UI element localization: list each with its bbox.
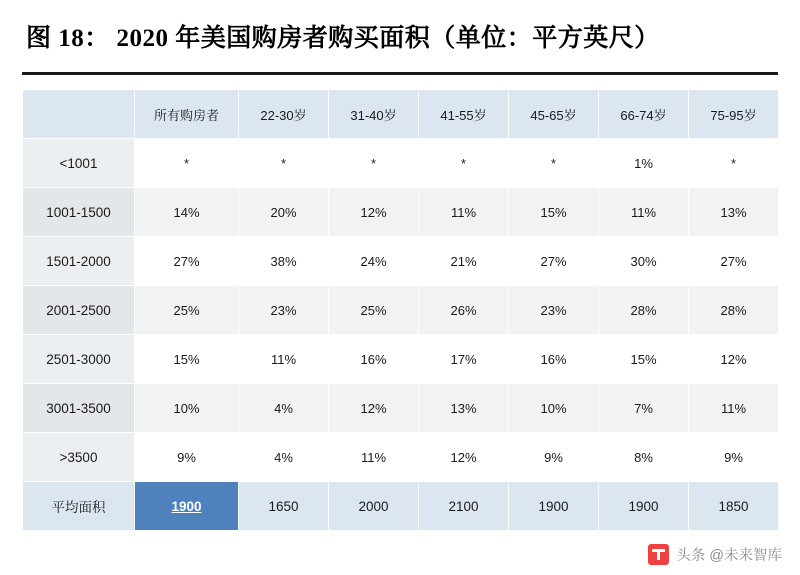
cell-value: 4%	[239, 384, 329, 433]
table-row	[23, 433, 779, 482]
table-row	[23, 237, 779, 286]
table-header-row	[23, 90, 779, 139]
cell-value: 23%	[509, 286, 599, 335]
figure-title-block	[0, 0, 800, 64]
row-label: >3500	[23, 433, 135, 482]
cell-value: 12%	[329, 188, 419, 237]
column-header-all-buyers: 所有购房者	[135, 90, 239, 139]
cell-value: 16%	[509, 335, 599, 384]
row-label: 3001-3500	[23, 384, 135, 433]
cell-value: 2100	[419, 482, 509, 531]
row-label: 2001-2500	[23, 286, 135, 335]
column-header-31-40: 31-40岁	[329, 90, 419, 139]
row-label: 2501-3000	[23, 335, 135, 384]
table-row	[23, 286, 779, 335]
cell-value: *	[419, 139, 509, 188]
column-header-45-65: 45-65岁	[509, 90, 599, 139]
cell-value: 20%	[239, 188, 329, 237]
cell-value: 28%	[689, 286, 779, 335]
table-row	[23, 335, 779, 384]
cell-value: 15%	[599, 335, 689, 384]
cell-value: 23%	[239, 286, 329, 335]
cell-value: 12%	[419, 433, 509, 482]
cell-value: 25%	[135, 286, 239, 335]
row-label: 1001-1500	[23, 188, 135, 237]
cell-value: 9%	[509, 433, 599, 482]
cell-value: 28%	[599, 286, 689, 335]
cell-value: 1900	[509, 482, 599, 531]
cell-value: 27%	[689, 237, 779, 286]
column-header-75-95: 75-95岁	[689, 90, 779, 139]
cell-value: 13%	[419, 384, 509, 433]
cell-value: 8%	[599, 433, 689, 482]
cell-value: 11%	[329, 433, 419, 482]
row-label: <1001	[23, 139, 135, 188]
cell-value: 27%	[135, 237, 239, 286]
cell-value: 11%	[599, 188, 689, 237]
cell-value: 27%	[509, 237, 599, 286]
cell-value: 38%	[239, 237, 329, 286]
table-header	[23, 90, 779, 139]
cell-value: 12%	[689, 335, 779, 384]
table-corner-cell	[23, 90, 135, 139]
cell-value: *	[239, 139, 329, 188]
watermark-text: 头条 @未来智库	[676, 548, 782, 564]
cell-value: 11%	[239, 335, 329, 384]
cell-value-highlighted: 1900	[135, 482, 239, 531]
cell-value: 11%	[419, 188, 509, 237]
cell-value: *	[329, 139, 419, 188]
cell-value: 13%	[689, 188, 779, 237]
cell-value: 11%	[689, 384, 779, 433]
table-body	[23, 139, 779, 531]
table-row-average	[23, 482, 779, 531]
cell-value: 1650	[239, 482, 329, 531]
cell-value: *	[509, 139, 599, 188]
cell-value: 7%	[599, 384, 689, 433]
cell-value: 21%	[419, 237, 509, 286]
cell-value: 12%	[329, 384, 419, 433]
cell-value: 25%	[329, 286, 419, 335]
cell-value: *	[135, 139, 239, 188]
cell-value: 15%	[509, 188, 599, 237]
column-header-66-74: 66-74岁	[599, 90, 689, 139]
cell-value: 9%	[135, 433, 239, 482]
cell-value: 15%	[135, 335, 239, 384]
cell-value: 2000	[329, 482, 419, 531]
cell-value: 10%	[135, 384, 239, 433]
cell-value: 16%	[329, 335, 419, 384]
cell-value: 14%	[135, 188, 239, 237]
cell-value: 1850	[689, 482, 779, 531]
row-label-average: 平均面积	[23, 482, 135, 531]
cell-value: 4%	[239, 433, 329, 482]
page-title: 图 18： 2020 年美国购房者购买面积（单位：平方英尺）	[26, 25, 660, 52]
cell-value: 24%	[329, 237, 419, 286]
table-row	[23, 384, 779, 433]
cell-value: 1%	[599, 139, 689, 188]
cell-value: 30%	[599, 237, 689, 286]
table-row	[23, 188, 779, 237]
cell-value: 10%	[509, 384, 599, 433]
row-label: 1501-2000	[23, 237, 135, 286]
table-row	[23, 139, 779, 188]
watermark	[648, 544, 782, 565]
cell-value: 26%	[419, 286, 509, 335]
cell-value: 17%	[419, 335, 509, 384]
cell-value: 9%	[689, 433, 779, 482]
column-header-22-30: 22-30岁	[239, 90, 329, 139]
table-container	[0, 75, 800, 531]
toutiao-icon	[648, 544, 669, 565]
cell-value: *	[689, 139, 779, 188]
column-header-41-55: 41-55岁	[419, 90, 509, 139]
cell-value: 1900	[599, 482, 689, 531]
buyer-home-size-table	[22, 89, 779, 531]
